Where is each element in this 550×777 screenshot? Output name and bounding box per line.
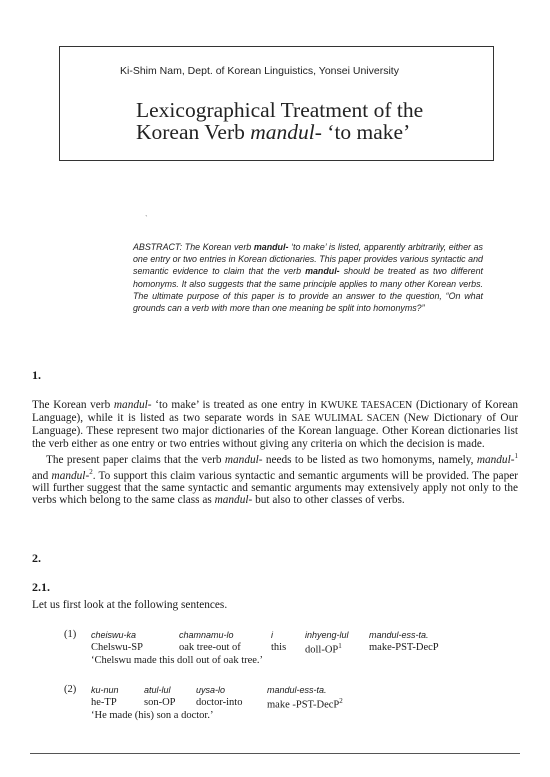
- word: i: [271, 630, 273, 640]
- paragraph: The Korean verb mandul- ‘to make’ is treated as one entry in KWUKE TAESACEN (Dictionary of Korean Language), while it is listed as two separate words in SAE WULIMAL SACEN (New Dictionary of Our Language). These represent two major dictionaries of the Korean language. Other Korean dictionaries list the verb either as one entry or two entries without giving any criteria on which the decision is made.: [32, 399, 519, 450]
- abstract: ABSTRACT: The Korean verb mandul- ‘to make’ is listed, apparently arbitrarily, either as one entry or two entries in Korean dictionaries. This paper provides various syntactic and semantic evidence to claim that the verb mandul- should be treated as two different homonyms. It also suggests that the same principle applies to many other Korean verbs. The ultimate purpose of this paper is to provide an answer to the question, “On what grounds can a verb with more than one meaning be split into homonyms?”: [133, 242, 483, 314]
- gloss: Chelswu-SP: [91, 642, 143, 653]
- title-line-1: Lexicographical Treatment of the: [136, 98, 424, 122]
- word: chamnamu-lo: [179, 630, 234, 640]
- gloss: this: [271, 642, 287, 653]
- gloss: son-OP: [144, 697, 176, 708]
- title-verb: mandul-: [250, 120, 322, 144]
- section-heading-2-1: 2.1.: [32, 580, 50, 594]
- word: atul-lul: [144, 685, 171, 695]
- stray-mark: `: [145, 214, 148, 223]
- gloss: oak tree-out of: [179, 642, 241, 653]
- word: mandul-ess-ta.: [267, 685, 327, 695]
- example-number: (1): [64, 629, 77, 640]
- paragraph: The present paper claims that the verb mandul- needs to be listed as two homonyms, namely, mandul-$^1$ and mandul-$^2$. To support this claim various syntactic and semantic arguments will be provided. The paper will further suggest that the same syntactic and semantic arguments may extensively apply not only to the verbs which belong to the same class as mandul- but also to other classes of verbs.: [32, 451, 518, 506]
- section-1-body: [32, 399, 518, 506]
- gloss: doctor-into: [196, 697, 243, 708]
- word: inhyeng-lul: [305, 630, 349, 640]
- author-affiliation: Ki-Shim Nam, Dept. of Korean Linguistics, Yonsei University: [120, 65, 399, 77]
- translation: ‘Chelswu made this doll out of oak tree.’: [91, 655, 264, 666]
- gloss: make-PST-DecP: [369, 642, 439, 653]
- example-number: (2): [64, 684, 77, 695]
- word: uysa-lo: [196, 685, 226, 695]
- lead-sentence: Let us first look at the following sentences.: [32, 599, 228, 611]
- section-heading-1: 1.: [32, 368, 41, 382]
- word: ku-nun: [91, 685, 119, 695]
- word: mandul-ess-ta.: [369, 630, 429, 640]
- title-box: [59, 46, 494, 161]
- gloss: he-TP: [91, 697, 117, 708]
- translation: ‘He made (his) son a doctor.’: [91, 710, 214, 721]
- word: cheiswu-ka: [91, 630, 137, 640]
- gloss: make -PST-DecP$^2$: [267, 697, 343, 711]
- footer-rule: [30, 753, 520, 754]
- gloss: doll-$OP^1$: [305, 642, 342, 656]
- paper-title: [136, 99, 423, 143]
- section-heading-2: 2.: [32, 551, 41, 565]
- title-line-2: Korean Verb mandul- ‘to make’: [136, 120, 411, 144]
